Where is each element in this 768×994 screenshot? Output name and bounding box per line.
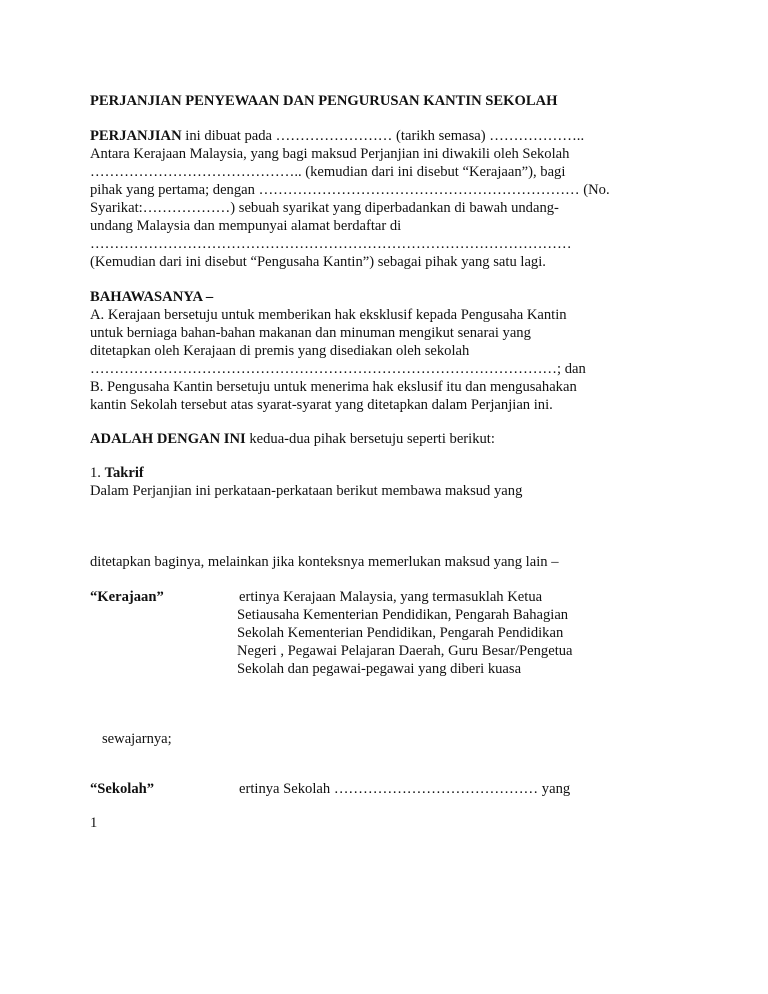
agreement-lead: ADALAH DENGAN INI <box>90 431 246 447</box>
preamble-line: Antara Kerajaan Malaysia, yang bagi maksud Perjanjian ini diwakili oleh Sekolah <box>90 146 570 162</box>
preamble-line: pihak yang pertama; dengan ………………………………………………………… (No. <box>90 182 610 198</box>
page-number: 1 <box>90 815 98 831</box>
section-line: ditetapkan baginya, melainkan jika konteksnya memerlukan maksud yang lain – <box>90 554 559 570</box>
preamble-line: ……………………………………………………………………………………… <box>90 236 572 252</box>
definition-text: Negeri , Pegawai Pelajaran Daerah, Guru Besar/Pengetua <box>237 643 573 659</box>
definition-term-kerajaan: “Kerajaan” <box>90 589 164 605</box>
section-number: 1. <box>90 465 105 481</box>
preamble-line-rest: ini dibuat pada …………………… (tarikh semasa) ……………….. <box>181 128 585 144</box>
agreement-rest: kedua-dua pihak bersetuju seperti berikut: <box>245 431 495 447</box>
whereas-line: ditetapkan oleh Kerajaan di premis yang disediakan oleh sekolah <box>90 343 470 359</box>
whereas-line: kantin Sekolah tersebut atas syarat-syarat yang ditetapkan dalam Perjanjian ini. <box>90 397 553 413</box>
preamble-line: (Kemudian dari ini disebut “Pengusaha Kantin”) sebagai pihak yang satu lagi. <box>90 254 546 270</box>
definition-text: Sekolah dan pegawai-pegawai yang diberi kuasa <box>237 661 522 677</box>
definition-text: sewajarnya; <box>102 731 172 747</box>
preamble-line: Syarikat:………………) sebuah syarikat yang diperbadankan di bawah undang- <box>90 200 559 216</box>
whereas-line: ……………………………………………………………………………………; dan <box>90 361 586 377</box>
definition-text: Setiausaha Kementerian Pendidikan, Pengarah Bahagian <box>237 607 569 623</box>
whereas-heading: BAHAWASANYA – <box>90 289 214 305</box>
definition-text: Sekolah Kementerian Pendidikan, Pengarah Pendidikan <box>237 625 564 641</box>
whereas-line: A. Kerajaan bersetuju untuk memberikan hak eksklusif kepada Pengusaha Kantin <box>90 307 567 323</box>
preamble-lead: PERJANJIAN <box>90 128 182 144</box>
whereas-line: B. Pengusaha Kantin bersetuju untuk menerima hak ekslusif itu dan mengusahakan <box>90 379 577 395</box>
document-title: PERJANJIAN PENYEWAAN DAN PENGURUSAN KANTIN SEKOLAH <box>90 93 558 109</box>
section-heading <box>90 464 144 482</box>
section-title: Takrif <box>104 465 144 481</box>
definition-term-sekolah: “Sekolah” <box>90 781 155 797</box>
preamble-line: undang Malaysia dan mempunyai alamat berdaftar di <box>90 218 402 234</box>
preamble-line: …………………………………….. (kemudian dari ini disebut “Kerajaan”), bagi <box>90 164 566 180</box>
definition-text: ertinya Sekolah …………………………………… yang <box>239 781 571 797</box>
agreement-clause <box>90 430 495 448</box>
whereas-line: untuk berniaga bahan-bahan makanan dan minuman mengikut senarai yang <box>90 325 531 341</box>
preamble-line <box>90 127 584 145</box>
definition-text: ertinya Kerajaan Malaysia, yang termasuklah Ketua <box>239 589 543 605</box>
section-line: Dalam Perjanjian ini perkataan-perkataan berikut membawa maksud yang <box>90 483 523 499</box>
